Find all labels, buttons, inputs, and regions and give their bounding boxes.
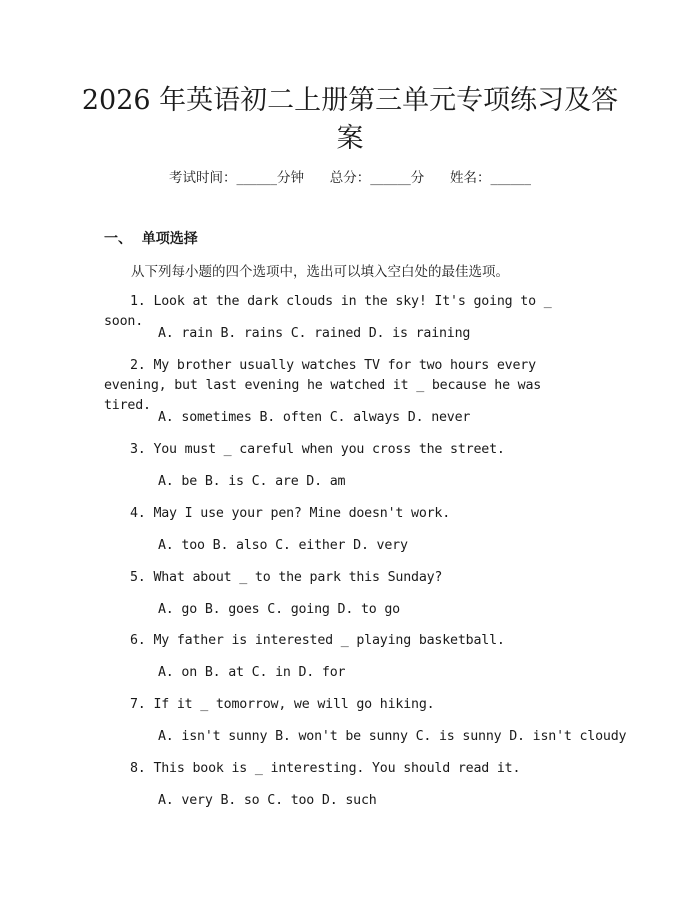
question-number: 6.: [130, 633, 146, 648]
question-item: [104, 759, 594, 779]
question-options: A. sometimes B. often C. always D. never: [158, 410, 471, 425]
question-stem: My brother usually watches TV for two hours every evening, but last evening he watched it _ because he was tired.: [104, 358, 542, 413]
question-number: 4.: [130, 506, 146, 521]
question-item: [104, 356, 594, 416]
question-options: A. isn't sunny B. won't be sunny C. is sunny D. isn't cloudy: [158, 729, 627, 744]
question-number: 8.: [130, 761, 146, 776]
question-options: A. be B. is C. are D. am: [158, 474, 346, 489]
question-stem: What about _ to the park this Sunday?: [153, 570, 443, 585]
total-score-label: 总分：______分: [329, 170, 425, 186]
question-item: [104, 440, 594, 460]
question-item: [104, 631, 594, 651]
student-name-label: 姓名：______: [450, 170, 531, 186]
page-title: 2026 年英语初二上册第三单元专项练习及答案: [81, 85, 619, 154]
section-heading: [104, 229, 198, 249]
question-stem: May I use your pen? Mine doesn't work.: [153, 506, 451, 521]
question-options: A. very B. so C. too D. such: [158, 793, 377, 808]
question-number: 2.: [130, 358, 146, 373]
question-stem: This book is _ interesting. You should read it.: [153, 761, 521, 776]
question-item: [104, 504, 594, 524]
section-instruction: 从下列每小题的四个选项中，选出可以填入空白处的最佳选项。: [131, 264, 509, 280]
section-number: 一、: [104, 231, 132, 247]
question-options: A. on B. at C. in D. for: [158, 665, 346, 680]
question-item: [104, 695, 594, 715]
question-stem: If it _ tomorrow, we will go hiking.: [153, 697, 435, 712]
question-stem: Look at the dark clouds in the sky! It's going to _ soon.: [104, 294, 552, 329]
question-options: A. too B. also C. either D. very: [158, 538, 408, 553]
exam-time-label: 考试时间：______分钟: [169, 170, 304, 186]
section-title: 单项选择: [141, 231, 198, 247]
question-options: A. rain B. rains C. rained D. is raining: [158, 326, 471, 341]
question-item: [104, 568, 594, 588]
question-stem: You must _ careful when you cross the street.: [153, 442, 505, 457]
question-number: 5.: [130, 570, 146, 585]
question-stem: My father is interested _ playing basketball.: [153, 633, 505, 648]
question-options: A. go B. goes C. going D. to go: [158, 602, 400, 617]
exam-meta-line: [0, 168, 700, 188]
question-number: 3.: [130, 442, 146, 457]
question-number: 1.: [130, 294, 146, 309]
question-number: 7.: [130, 697, 146, 712]
